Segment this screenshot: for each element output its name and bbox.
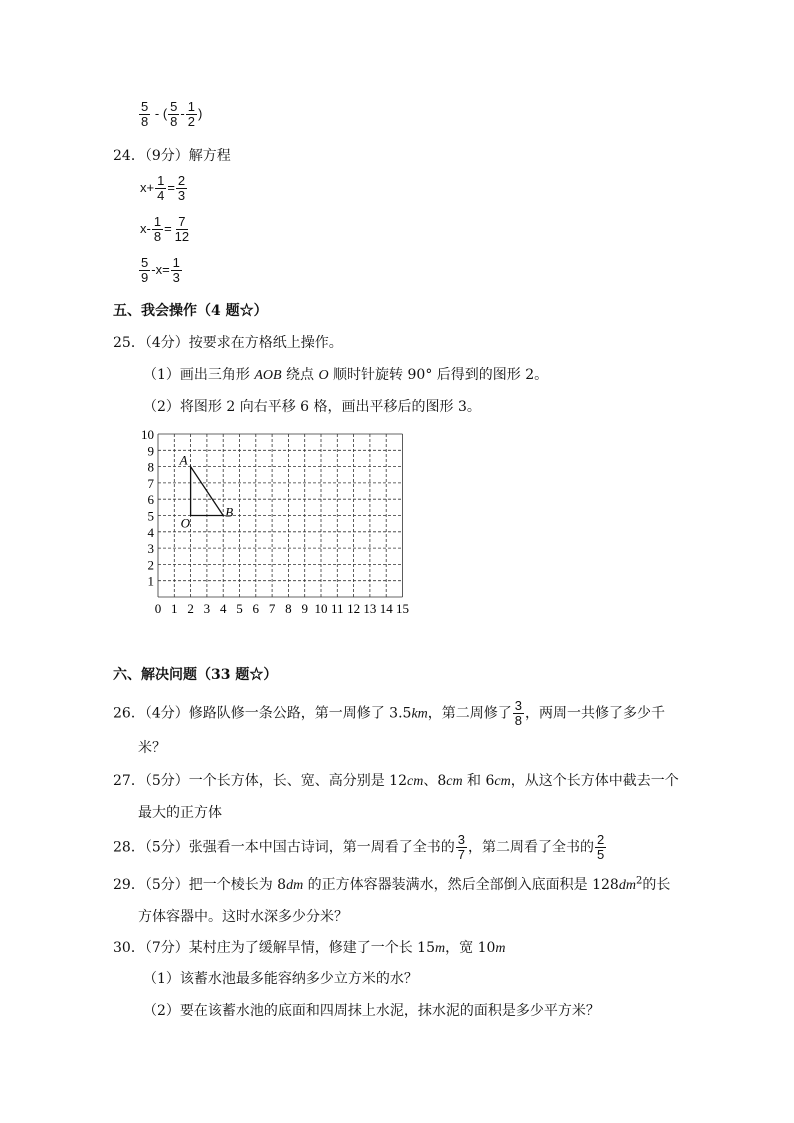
section-6-heading: 六、解决问题（33 题☆） bbox=[113, 667, 278, 683]
y-tick-label: 2 bbox=[147, 557, 154, 573]
x-tick-label: 7 bbox=[268, 601, 276, 616]
x-tick-label: 1 bbox=[171, 601, 178, 616]
question-28: 28．（5分）张强看一本中国古诗词，第一周看了全书的 $\frac{3}{7}$ ，第二周看了全书的 $\frac{2}{5}$ bbox=[113, 832, 605, 862]
x-tick-label: 8 bbox=[285, 601, 292, 616]
x-tick-label: 11 bbox=[331, 601, 344, 616]
x-tick-label: 9 bbox=[301, 601, 308, 616]
x-tick-label: 2 bbox=[187, 601, 194, 616]
fraction: $\frac{1}{2}$ bbox=[187, 99, 195, 129]
y-tick-label: 10 bbox=[141, 427, 154, 442]
question-29: 29．（5分）把一个棱长为 8dm 的正方体容器装满水，然后全部倒入底面积是 $128dm^2$的长 bbox=[113, 875, 671, 893]
x-tick-label: 4 bbox=[219, 601, 227, 616]
equation-3: $\frac{5}{9}$ -x= $\frac{1}{3}$ bbox=[141, 255, 180, 285]
x-tick-label: 10 bbox=[314, 601, 328, 616]
x-tick-label: 3 bbox=[203, 601, 211, 616]
x-axis-labels bbox=[155, 601, 409, 616]
question-24-label: 24．（9分）解方程 bbox=[113, 148, 231, 164]
question-30-sub2: （2）要在该蓄水池的底面和四周抹上水泥，抹水泥的面积是多少平方米？ bbox=[143, 1003, 600, 1019]
fraction: $\frac{5}{8}$ bbox=[170, 99, 178, 129]
y-tick-label: 8 bbox=[147, 459, 154, 475]
question-29-line2: 方体容器中。这时水深多少分米？ bbox=[138, 909, 348, 925]
grid-figure bbox=[130, 422, 430, 622]
y-tick-label: 1 bbox=[147, 573, 154, 589]
question-25-sub2: （2）将图形 2 向右平移 6 格，画出平移后的图形 3。 bbox=[143, 399, 481, 415]
equation-1: x+ $\frac{1}{4}$ = $\frac{2}{3}$ bbox=[140, 173, 186, 203]
question-26-line2: 米？ bbox=[138, 740, 166, 756]
y-tick-label: 9 bbox=[147, 443, 154, 459]
y-axis-labels bbox=[141, 427, 155, 589]
x-tick-label: 14 bbox=[379, 601, 393, 616]
y-tick-label: 6 bbox=[147, 492, 154, 508]
x-tick-label: 13 bbox=[363, 601, 377, 616]
question-26: 26．（4分）修路队修一条公路，第一周修了 3.5km，第二周修了 $\frac{3}{8}$ ，两周一共修了多少千 bbox=[113, 698, 665, 728]
point-o-label: O bbox=[180, 515, 190, 531]
equation-2: x- $\frac{1}{8}$ = $\frac{7}{12}$ bbox=[140, 214, 190, 244]
question-30: 30．（7分）某村庄为了缓解旱情，修建了一个长 15m，宽 10m bbox=[113, 940, 506, 956]
question-25-sub1: （1）画出三角形 AOB 绕点 O 顺时针旋转 90° 后得到的图形 2。 bbox=[143, 367, 549, 383]
y-tick-label: 7 bbox=[147, 475, 154, 491]
x-tick-label: 6 bbox=[252, 601, 260, 616]
x-tick-label: 15 bbox=[396, 601, 409, 616]
question-27: 27．（5分）一个长方体，长、宽、高分别是 12cm、8cm 和 6cm，从这个长方体中截去一个 bbox=[113, 773, 679, 789]
y-tick-label: 5 bbox=[147, 508, 154, 524]
point-b-label: B bbox=[225, 504, 234, 520]
question-27-line2: 最大的正方体 bbox=[138, 805, 222, 821]
x-tick-label: 5 bbox=[236, 601, 243, 616]
point-a-label: A bbox=[179, 452, 188, 468]
y-tick-label: 4 bbox=[147, 524, 154, 540]
expression-top: $\frac{5}{8}$ - ( $\frac{5}{8}$ - $\frac{1}{2}$ ) bbox=[141, 99, 203, 129]
question-30-sub1: （1）该蓄水池最多能容纳多少立方米的水？ bbox=[143, 971, 418, 987]
x-tick-label: 12 bbox=[347, 601, 361, 616]
y-tick-label: 3 bbox=[147, 541, 154, 557]
question-25-label: 25．（4分）按要求在方格纸上操作。 bbox=[113, 335, 343, 351]
triangle-aob bbox=[191, 467, 224, 516]
fraction: $\frac{5}{8}$ bbox=[141, 99, 149, 129]
section-5-heading: 五、我会操作（4 题☆） bbox=[113, 303, 268, 319]
x-tick-label: 0 bbox=[154, 601, 162, 616]
